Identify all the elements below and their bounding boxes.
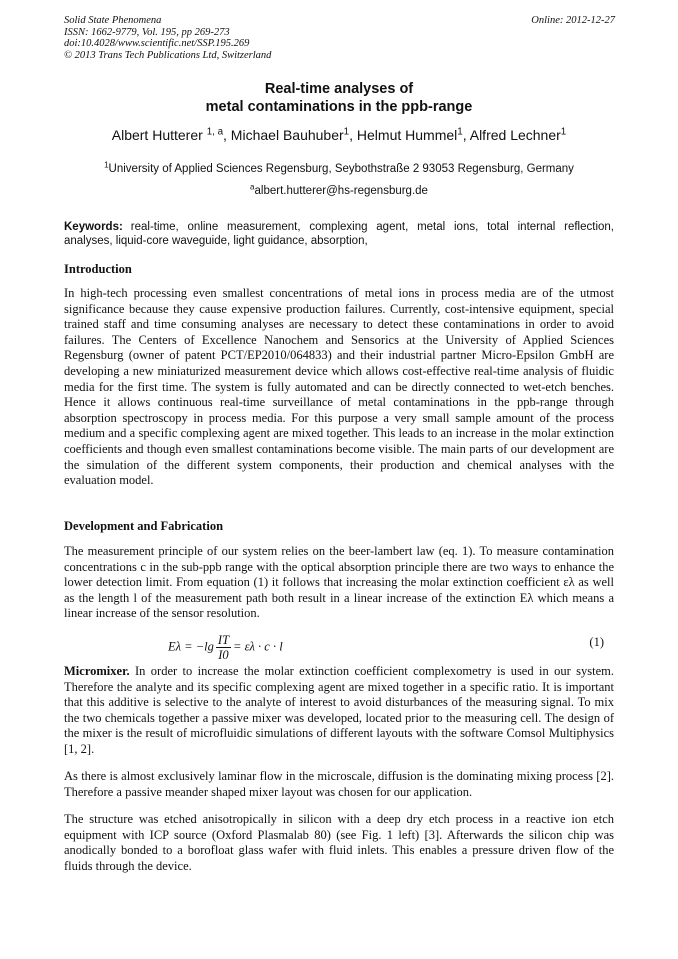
author-name: , Helmut Hummel [349, 127, 458, 143]
keywords-label: Keywords: [64, 221, 123, 233]
equation-beer-lambert [64, 623, 614, 662]
affiliation-mark: 1 [104, 160, 109, 170]
equation-rhs: = ελ · c · l [233, 639, 283, 654]
affiliation [0, 162, 678, 176]
email [0, 184, 678, 198]
author-list [0, 126, 678, 144]
author-name: , Michael Bauhuber [223, 127, 344, 143]
author-affiliation-mark: 1, a [206, 126, 224, 138]
equation-fraction [216, 633, 231, 662]
author-affiliation-mark: 1 [343, 126, 350, 138]
equation-lhs: Eλ = −lg [168, 639, 214, 654]
paragraph-structure: The structure was etched anisotropically in silicon with a deep dry etch process in a reactive ion etch equipment with ICP source (Oxford Plasmalab 80) (see Fig. 1 left) [3]. Afterwards the silicon chip was anodically bonded to a borofloat glass wafer with fluid inlets. This enables a pressure driven flow of the fluids through the device. [64, 812, 614, 873]
section-heading-introduction: Introduction [64, 262, 132, 276]
author-name: , Alfred Lechner [462, 127, 561, 143]
micromixer-lead: Micromixer. [64, 664, 130, 678]
section-heading-development: Development and Fabrication [64, 519, 224, 533]
copyright: © 2013 Trans Tech Publications Ltd, Switzerland [64, 49, 272, 61]
author-name: Albert Hutterer [111, 127, 207, 143]
paragraph-introduction: In high-tech processing even smallest concentrations of metal ions in process media are of the utmost significance because they cause expensive production failures. Currently, cost-intensive equipment, special trained staff and time consuming analyses are necessary to detect these contaminations in order to avoid failures. The Centers of Excellence Nanochem and Sensorics at the University of Applied Sciences Regensburg (owner of patent PCT/EP2010/064833) and their industrial partner Micro-Epsilon GmbH are developing a new miniaturized measurement device which allows cost-effective real-time analysis of fluidic media for the first time. The system is fully automated and can be directly connected to wet-etch benches. Hence it allows continuous real-time surveillance of metal contaminations in the ppb-range through absorption spectroscopy in process media. For this purpose a very small sample amount of the process medium and a specific complexing agent are mixed together. This leads to an increase in the molar extinction coefficients and though even smallest contaminations become visible. The main parts of our development are the simulation of the different system components, their production and chemical analyses with the evaluation model. [64, 286, 614, 488]
paper-title [0, 80, 678, 116]
email-mark: a [250, 182, 255, 192]
doi: doi:10.4028/www.scientific.net/SSP.195.269 [64, 38, 250, 49]
equation-denominator: I0 [218, 648, 229, 662]
equation-numerator: IT [217, 633, 230, 647]
email-address[interactable]: albert.hutterer@hs-regensburg.de [254, 185, 428, 197]
paragraph-micromixer [64, 664, 614, 758]
journal-header [64, 15, 615, 61]
issn: ISSN: 1662-9779, Vol. 195, pp 269-273 [64, 26, 230, 38]
affiliation-text: University of Applied Sciences Regensburg, Seybothstraße 2 93053 Regensburg, Germany [108, 163, 574, 175]
paragraph-laminar-flow: As there is almost exclusively laminar flow in the microscale, diffusion is the dominating mixing process [2]. Therefore a passive meander shaped mixer layout was chosen for our application. [64, 769, 614, 799]
keywords [64, 220, 614, 248]
equation-expression [168, 633, 283, 662]
author-affiliation-mark: 1 [457, 126, 463, 138]
equation-number: (1) [589, 635, 604, 649]
journal-name: Solid State Phenomena [64, 15, 162, 26]
title-line-1: Real-time analyses of [264, 81, 414, 97]
author-affiliation-mark: 1 [560, 126, 567, 138]
title-line-2: metal contaminations in the ppb-range [205, 99, 473, 115]
online-date: Online: 2012-12-27 [531, 15, 615, 26]
paragraph-development: The measurement principle of our system relies on the beer-lambert law (eq. 1). To measure contamination concentrations c in the sub-ppb range with the optical absorption principle there are two ways to enhance the lower detection limit. From equation (1) it follows that increasing the molar extinction coefficient ελ as well as the length l of the measurement path both result in a linear increase of the extinction Eλ which means a linear increase of the sensor resolution. [64, 544, 614, 621]
keywords-text: real-time, online measurement, complexing agent, metal ions, total internal reflection, analyses, liquid-core waveguide, light guidance, absorption, [64, 221, 614, 247]
micromixer-text: In order to increase the molar extinction coefficient complexometry is used in our system. Therefore the analyte and its specific complexing agent are mixed together in a specific ratio. It is important that this additive is selective to the analyte of interest to avoid disturbances of the measuring signal. To mix the two chemicals together a passive mixer was developed, located prior to the measuring cell. The design of the mixer is the result of microfluidic simulations of different layouts with the software Comsol Multiphysics [1, 2]. [64, 664, 614, 756]
